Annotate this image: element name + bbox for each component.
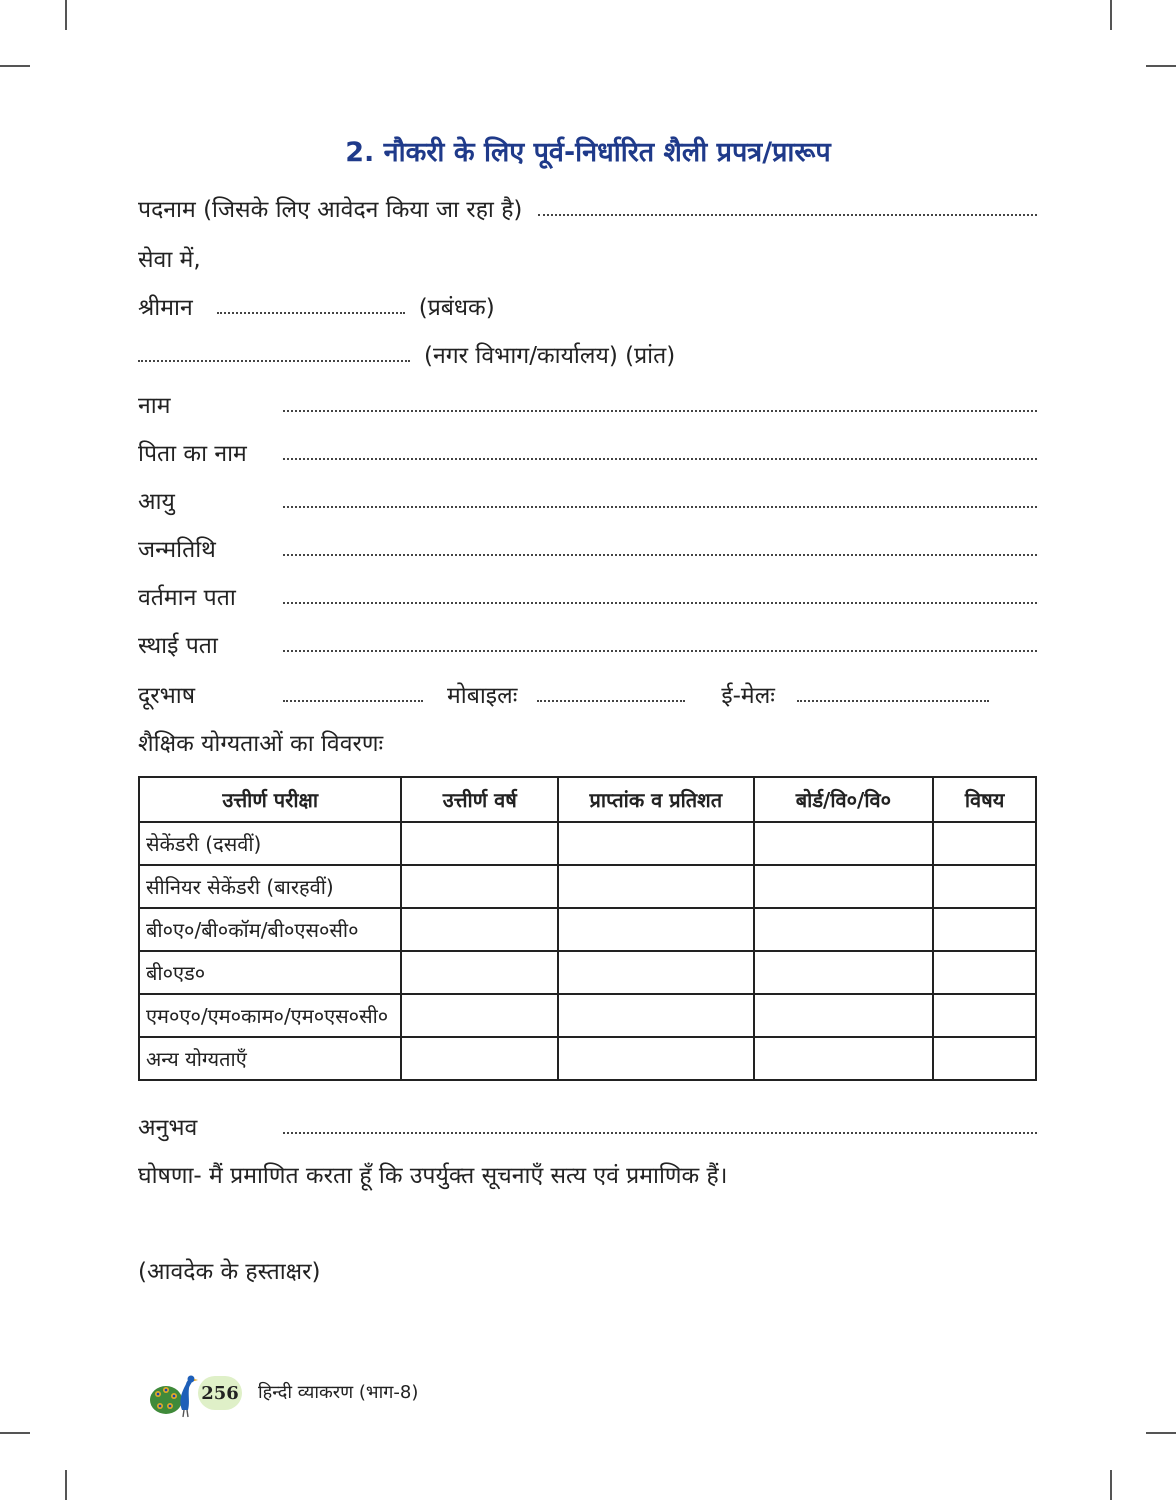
header-subject: विषय: [933, 777, 1036, 822]
signature-label: (आवदेक के हस्ताक्षर): [138, 1259, 321, 1285]
education-heading: शैक्षिक योग्यताओं का विवरणः: [138, 731, 384, 757]
subject-cell[interactable]: [933, 951, 1036, 994]
page-title: 2. नौकरी के लिए पूर्व-निर्धारित शैली प्रपत्र/प्रारूप: [345, 137, 831, 168]
table-row: [139, 994, 1036, 1037]
declaration-row: [138, 1150, 727, 1190]
table-row: [139, 865, 1036, 908]
board-cell[interactable]: [754, 865, 934, 908]
crop-mark: [1110, 1470, 1112, 1500]
board-cell[interactable]: [754, 908, 934, 951]
year-cell[interactable]: [401, 951, 558, 994]
subject-cell[interactable]: [933, 822, 1036, 865]
marks-cell[interactable]: [558, 908, 754, 951]
designation-row: [138, 184, 1037, 224]
father-name-field[interactable]: [283, 458, 1037, 460]
salutation-row: [138, 234, 201, 274]
salutation-text: सेवा में,: [138, 247, 201, 273]
marks-cell[interactable]: [558, 822, 754, 865]
year-cell[interactable]: [401, 994, 558, 1037]
designation-label: पदनाम (जिसके लिए आवेदन किया जा रहा है): [138, 197, 523, 223]
name-label: नाम: [138, 393, 171, 419]
crop-mark: [1146, 1432, 1176, 1434]
email-label: ई-मेलः: [721, 683, 775, 709]
crop-mark: [1146, 65, 1176, 67]
subject-cell[interactable]: [933, 908, 1036, 951]
experience-field[interactable]: [283, 1132, 1037, 1134]
board-cell[interactable]: [754, 822, 934, 865]
crop-mark: [0, 65, 30, 67]
current-address-label: वर्तमान पता: [138, 585, 236, 611]
department-field[interactable]: [138, 360, 410, 362]
mobile-label: मोबाइलः: [447, 683, 518, 709]
department-label: (नगर विभाग/कार्यालय) (प्रांत): [424, 343, 676, 369]
dob-row: [138, 524, 1037, 564]
crop-mark: [1110, 0, 1112, 30]
table-row: [139, 822, 1036, 865]
marks-cell[interactable]: [558, 994, 754, 1037]
year-cell[interactable]: [401, 822, 558, 865]
phone-label: दूरभाष: [138, 683, 196, 709]
declaration-text: घोषणा- मैं प्रमाणित करता हूँ कि उपर्युक्त सूचनाएँ सत्य एवं प्रमाणिक हैं।: [138, 1163, 728, 1189]
marks-cell[interactable]: [558, 1037, 754, 1080]
age-row: [138, 476, 1037, 516]
year-cell[interactable]: [401, 908, 558, 951]
age-label: आयु: [138, 489, 175, 515]
crop-mark: [0, 1432, 30, 1434]
shriman-row: [138, 282, 495, 322]
year-cell[interactable]: [401, 1037, 558, 1080]
board-cell[interactable]: [754, 1037, 934, 1080]
header-board: बोर्ड/वि०/वि०: [754, 777, 934, 822]
peacock-icon: [148, 1370, 200, 1418]
board-cell[interactable]: [754, 994, 934, 1037]
table-row: [139, 951, 1036, 994]
subject-cell[interactable]: [933, 865, 1036, 908]
exam-cell: अन्य योग्यताएँ: [139, 1037, 401, 1080]
dob-field[interactable]: [283, 554, 1037, 556]
page-number: 256: [198, 1376, 242, 1410]
designation-field[interactable]: [538, 214, 1037, 216]
name-row: [138, 380, 1037, 420]
phone-field[interactable]: [283, 700, 423, 702]
experience-row: [138, 1102, 1037, 1142]
header-exam: उत्तीर्ण परीक्षा: [139, 777, 401, 822]
table-row: [139, 908, 1036, 951]
permanent-address-row: [138, 620, 1037, 660]
current-address-row: [138, 572, 1037, 612]
marks-cell[interactable]: [558, 951, 754, 994]
subject-cell[interactable]: [933, 994, 1036, 1037]
contact-row: [138, 670, 1037, 710]
crop-mark: [65, 0, 67, 30]
education-heading-row: [138, 718, 383, 758]
crop-mark: [65, 1470, 67, 1500]
email-field[interactable]: [797, 700, 989, 702]
department-row: [138, 330, 675, 370]
year-cell[interactable]: [401, 865, 558, 908]
age-field[interactable]: [283, 506, 1037, 508]
header-marks: प्राप्तांक व प्रतिशत: [558, 777, 754, 822]
signature-row: [138, 1246, 321, 1286]
subject-cell[interactable]: [933, 1037, 1036, 1080]
book-title: हिन्दी व्याकरण (भाग-8): [258, 1382, 419, 1403]
father-name-row: [138, 428, 1037, 468]
exam-cell: सेकेंडरी (दसवीं): [139, 822, 401, 865]
experience-label: अनुभव: [138, 1115, 198, 1141]
mobile-field[interactable]: [537, 700, 685, 702]
father-name-label: पिता का नाम: [138, 441, 247, 467]
shriman-field[interactable]: [217, 312, 405, 314]
dob-label: जन्मतिथि: [138, 537, 216, 563]
manager-label: (प्रबंधक): [418, 295, 495, 321]
permanent-address-label: स्थाई पता: [138, 633, 218, 659]
permanent-address-field[interactable]: [283, 650, 1037, 652]
table-header-row: [139, 777, 1036, 822]
exam-cell: सीनियर सेकेंडरी (बारहवीं): [139, 865, 401, 908]
footer: [148, 1370, 200, 1418]
exam-cell: एम०ए०/एम०काम०/एम०एस०सी०: [139, 994, 401, 1037]
table-row: [139, 1037, 1036, 1080]
name-field[interactable]: [283, 410, 1037, 412]
qualifications-table: [138, 776, 1037, 1081]
header-year: उत्तीर्ण वर्ष: [401, 777, 558, 822]
exam-cell: बी०ए०/बी०कॉम/बी०एस०सी०: [139, 908, 401, 951]
current-address-field[interactable]: [283, 602, 1037, 604]
exam-cell: बी०एड०: [139, 951, 401, 994]
shriman-label: श्रीमान: [138, 295, 193, 321]
marks-cell[interactable]: [558, 865, 754, 908]
board-cell[interactable]: [754, 951, 934, 994]
